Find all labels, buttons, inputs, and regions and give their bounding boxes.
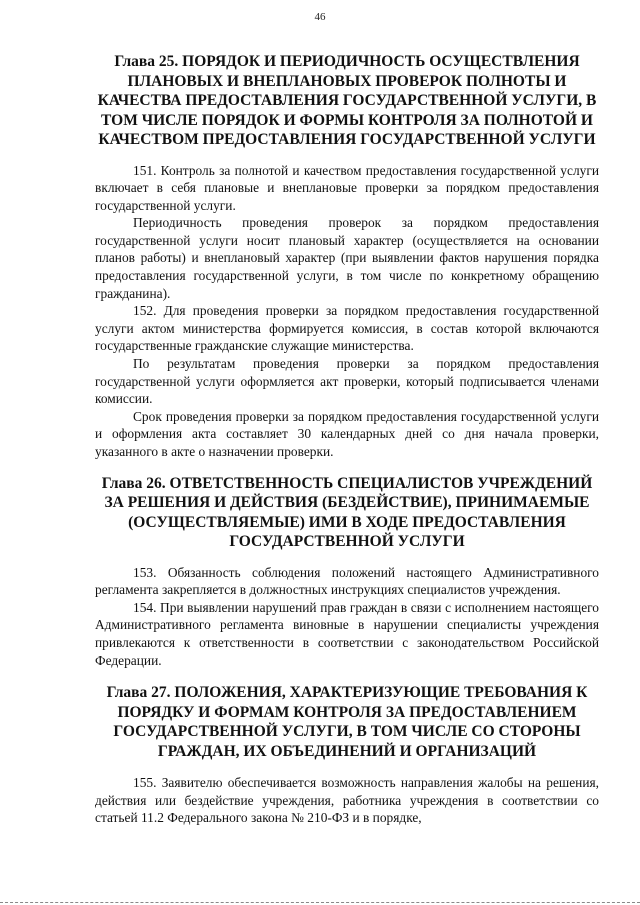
- paragraph-periodicity: Периодичность проведения проверок за порядком предоставления государственной услуги носит плановый характер (осуществляется на основании планов работы) и внеплановый характер (при выявлении фактов нарушения порядка предоставления государственной услуги, в том числе по конкретному обращению гражданина).: [95, 215, 599, 301]
- chapter-26-heading: Глава 26. ОТВЕТСТВЕННОСТЬ СПЕЦИАЛИСТОВ УЧРЕЖДЕНИЙ ЗА РЕШЕНИЯ И ДЕЙСТВИЯ (БЕЗДЕЙСТВИЕ), ПРИНИМАЕМЫЕ (ОСУЩЕСТВЛЯЕМЫЕ) ИМИ В ХОДЕ ПРЕДОСТАВЛЕНИЯ ГОСУДАРСТВЕННОЙ УСЛУГИ: [101, 474, 593, 551]
- page-number: 46: [314, 11, 326, 23]
- chapter-27-heading: Глава 27. ПОЛОЖЕНИЯ, ХАРАКТЕРИЗУЮЩИЕ ТРЕБОВАНИЯ К ПОРЯДКУ И ФОРМАМ КОНТРОЛЯ ЗА ПРЕДОСТАВЛЕНИЕМ ГОСУДАРСТВЕННОЙ УСЛУГИ, В ТОМ ЧИСЛЕ СО СТОРОНЫ ГРАЖДАН, ИХ ОБЪЕДИНЕНИЙ И ОРГАНИЗАЦИЙ: [106, 684, 588, 760]
- page-bottom-divider: [0, 902, 640, 903]
- paragraph-155: 155. Заявителю обеспечивается возможность направления жалобы на решения, действия или бездействие учреждения, работника учреждения в соответствии со статьей 11.2 Федерального закона № 210-ФЗ и в порядке,: [95, 775, 599, 826]
- paragraph-inspection-results: По результатам проведения проверки за порядком предоставления государственной услуги оформляется акт проверки, который подписывается членами комиссии.: [95, 356, 599, 407]
- chapter-25-heading: Глава 25. ПОРЯДОК И ПЕРИОДИЧНОСТЬ ОСУЩЕСТВЛЕНИЯ ПЛАНОВЫХ И ВНЕПЛАНОВЫХ ПРОВЕРОК ПОЛНОТЫ И КАЧЕСТВА ПРЕДОСТАВЛЕНИЯ ГОСУДАРСТВЕННОЙ УСЛУГИ, В ТОМ ЧИСЛЕ ПОРЯДОК И ФОРМЫ КОНТРОЛЯ ЗА ПОЛНОТОЙ И КАЧЕСТВОМ ПРЕДОСТАВЛЕНИЯ ГОСУДАРСТВЕННОЙ УСЛУГИ: [97, 53, 597, 148]
- paragraph-153: 153. Обязанность соблюдения положений настоящего Административного регламента закрепляется в должностных инструкциях специалистов учреждения.: [95, 564, 599, 598]
- paragraph-151: 151. Контроль за полнотой и качеством предоставления государственной услуги включает в себя плановые и внеплановые проверки за порядком предоставления государственной услуги.: [95, 162, 599, 213]
- paragraph-152: 152. Для проведения проверки за порядком предоставления государственной услуги актом министерства формируется комиссия, в состав которой включаются государственные гражданские служащие министерства.: [95, 303, 599, 354]
- paragraph-inspection-term: Срок проведения проверки за порядком предоставления государственной услуги и оформления акта составляет 30 календарных дней со дня начала проверки, указанного в акте о назначении проверки.: [95, 408, 599, 459]
- document-body: [95, 52, 599, 827]
- paragraph-154: 154. При выявлении нарушений прав граждан в связи с исполнением настоящего Административного регламента виновные в нарушении специалисты учреждения привлекаются к ответственности в соответствии с законодательством Российской Федерации.: [95, 599, 599, 668]
